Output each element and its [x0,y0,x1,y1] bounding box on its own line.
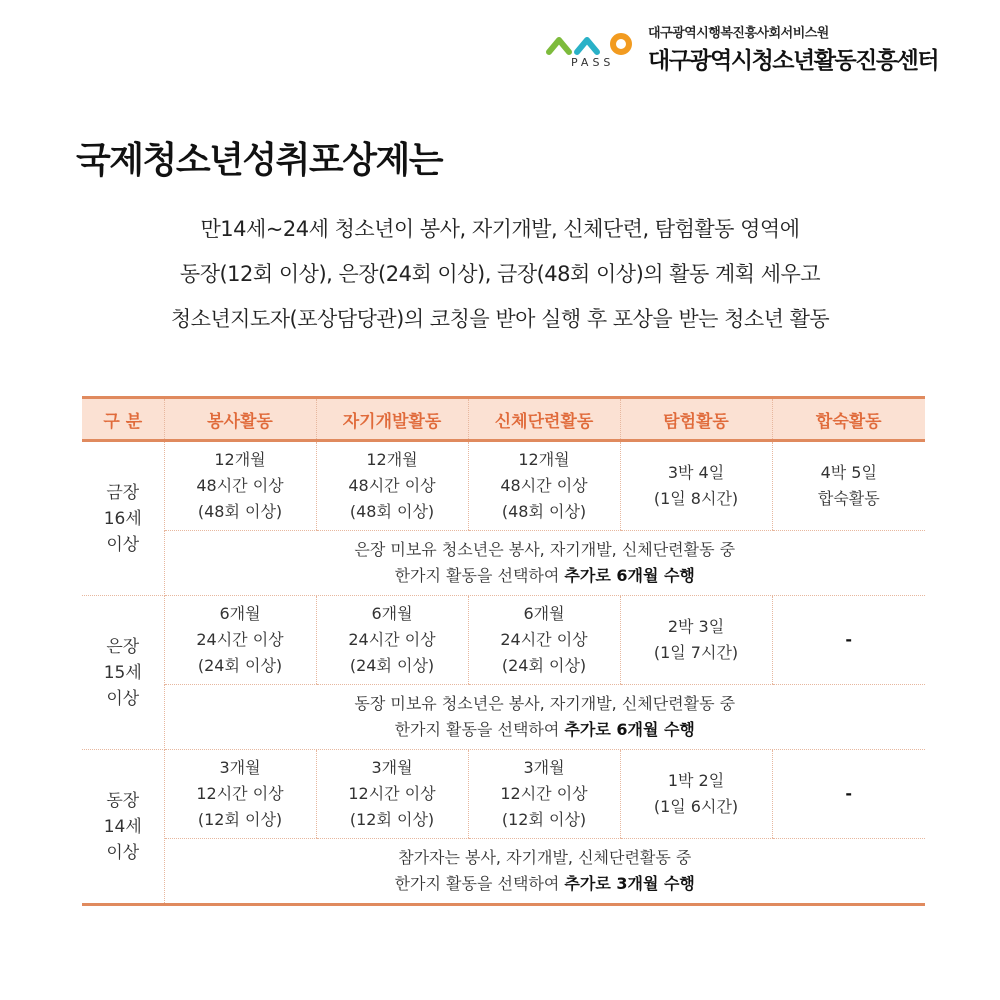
grade-cell-bronze [82,750,164,905]
cell-line: (48회 이상) [349,502,435,521]
cell-line: (24회 이상) [197,656,283,675]
physical-cell [468,441,620,531]
cell-line: (12회 이상) [197,810,283,829]
intro-line: 청소년지도자(포상담당관)의 코칭을 받아 실행 후 포상을 받는 청소년 활동 [170,307,830,331]
note-emphasis: 추가로 3개월 수행 [564,874,695,893]
note-emphasis: 추가로 6개월 수행 [564,720,695,739]
cell-line: (48회 이상) [501,502,587,521]
header-service: 봉사활동 [164,398,316,441]
note-text: 한가지 활동을 선택하여 [394,720,565,739]
note-line: 은장 미보유 청소년은 봉사, 자기개발, 신체단련활동 중 [354,540,736,559]
page-title: 국제청소년성취포상제는 [76,140,443,181]
org-logo [545,18,985,78]
cell-line: 6개월 [371,604,413,623]
note-text: 한가지 활동을 선택하여 [394,566,565,585]
table-note-row [82,839,925,905]
cell-line: (24회 이상) [349,656,435,675]
table-header-row [82,398,925,441]
note-cell [164,685,925,750]
org-sub-name: 대구광역시행복진흥사회서비스원 [648,26,829,41]
skill-cell [316,441,468,531]
cell-line: 2박 3일 [667,617,725,636]
skill-cell [316,750,468,839]
cell-line: (48회 이상) [197,502,283,521]
note-cell [164,839,925,905]
header-residential: 합숙활동 [772,398,925,441]
cell-line: 4박 5일 [820,463,877,482]
cell-line: 6개월 [523,604,565,623]
grade-age: 16세 [103,508,142,529]
cell-line: (12회 이상) [501,810,587,829]
cell-line: 3개월 [371,758,413,777]
expedition-cell [620,750,772,839]
cell-line: 1박 2일 [667,771,725,790]
cell-line: 48시간 이상 [348,476,436,495]
note-cell [164,531,925,596]
cell-line: 48시간 이상 [196,476,284,495]
grade-age: 15세 [103,662,142,683]
table-row [82,596,925,685]
cell-line: (24회 이상) [501,656,587,675]
cell-line: (1일 6시간) [653,797,739,816]
grade-cell-gold [82,441,164,596]
service-cell [164,750,316,839]
physical-cell [468,750,620,839]
intro-line: 만14세~24세 청소년이 봉사, 자기개발, 신체단련, 탐험활동 영역에 [200,217,800,241]
cell-line: 12시간 이상 [348,784,436,803]
grade-age-suffix: 이상 [106,842,140,863]
header-category: 구 분 [82,398,164,441]
cell-line: 12개월 [518,450,570,469]
note-line: 참가자는 봉사, 자기개발, 신체단련활동 중 [398,848,692,867]
cell-line: - [845,630,853,649]
table-note-row [82,685,925,750]
cell-line: 48시간 이상 [500,476,588,495]
table-row [82,750,925,839]
cell-line: 12개월 [214,450,266,469]
logo-pass-text: PASS [571,56,615,69]
intro-paragraph [40,207,960,342]
cell-line: 24시간 이상 [348,630,436,649]
cell-line: (1일 8시간) [653,489,739,508]
cell-line: 12시간 이상 [196,784,284,803]
note-text: 한가지 활동을 선택하여 [394,874,565,893]
service-cell [164,596,316,685]
grade-name: 금장 [106,482,140,503]
expedition-cell [620,596,772,685]
skill-cell [316,596,468,685]
intro-line: 동장(12회 이상), 은장(24회 이상), 금장(48회 이상)의 활동 계획 세우고 [179,262,821,286]
cell-line: 12개월 [366,450,418,469]
table-note-row [82,531,925,596]
service-cell [164,441,316,531]
cell-line: 6개월 [219,604,261,623]
note-line [165,871,926,897]
table-row [82,441,925,531]
cell-line: 24시간 이상 [500,630,588,649]
expedition-cell [620,441,772,531]
grade-age-suffix: 이상 [106,688,140,709]
award-table [82,396,925,906]
cell-line: 3박 4일 [667,463,725,482]
note-line: 동장 미보유 청소년은 봉사, 자기개발, 신체단련활동 중 [354,694,736,713]
header-expedition: 탐험활동 [620,398,772,441]
physical-cell [468,596,620,685]
org-main-name: 대구광역시청소년활동진흥센터 [648,48,939,74]
grade-age: 14세 [103,816,142,837]
note-line [165,717,926,743]
cell-line: 3개월 [219,758,261,777]
cell-line: 24시간 이상 [196,630,284,649]
cell-line: 합숙활동 [817,489,880,508]
grade-name: 은장 [106,636,140,657]
residential-cell [772,596,925,685]
note-emphasis: 추가로 6개월 수행 [564,566,695,585]
cell-line: (12회 이상) [349,810,435,829]
residential-cell [772,441,925,531]
note-line [165,563,926,589]
header-physical: 신체단련활동 [468,398,620,441]
cell-line: 12시간 이상 [500,784,588,803]
cell-line: (1일 7시간) [653,643,739,662]
residential-cell [772,750,925,839]
grade-name: 동장 [106,790,140,811]
cell-line: 3개월 [523,758,565,777]
grade-cell-silver [82,596,164,750]
grade-age-suffix: 이상 [106,534,140,555]
header-skill: 자기개발활동 [316,398,468,441]
cell-line: - [845,784,853,803]
